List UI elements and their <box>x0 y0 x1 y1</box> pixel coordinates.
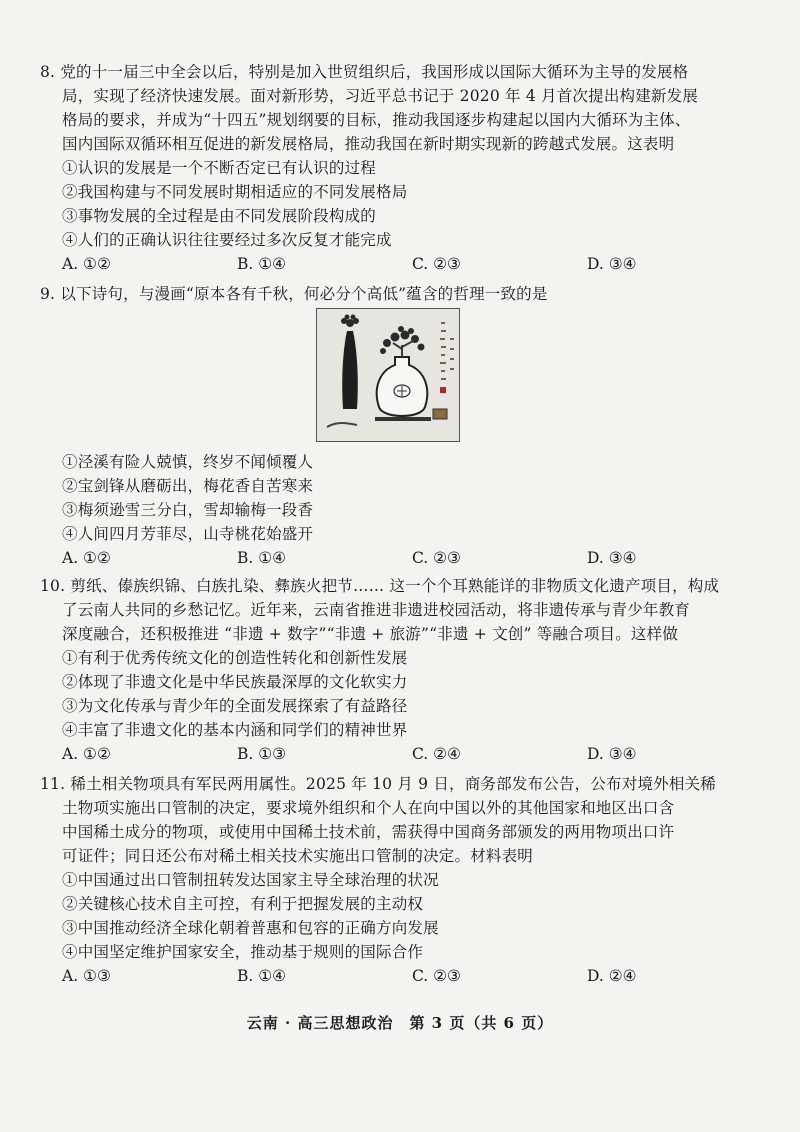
choice-c: C. ②④ <box>412 745 461 763</box>
option-3: ③事物发展的全过程是由不同发展阶段构成的 <box>62 207 377 225</box>
choice-d: D. ③④ <box>587 549 637 567</box>
stem-line: 土物项实施出口管制的决定，要求境外组织和个人在向中国以外的其他国家和地区出口含 <box>62 799 675 817</box>
stem-line: 中国稀土成分的物项，或使用中国稀土技术前，需获得中国商务部颁发的两用物项出口许 <box>62 823 675 841</box>
choice-c: C. ②③ <box>412 967 461 985</box>
cartoon-figure <box>316 308 460 442</box>
stem-line: 国内国际双循环相互促进的新发展格局，推动我国在新时期实现新的跨越式发展。这表明 <box>62 135 675 153</box>
stem-line: 可证件；同日还公布对稀土相关技术实施出口管制的决定。材料表明 <box>62 847 534 865</box>
answer-choices <box>40 252 762 276</box>
option-3: ③梅须逊雪三分白，雪却输梅一段香 <box>62 501 314 519</box>
option-2: ②体现了非遗文化是中华民族最深厚的文化软实力 <box>62 673 408 691</box>
option-1: ①认识的发展是一个不断否定已有认识的过程 <box>62 159 377 177</box>
choice-c: C. ②③ <box>412 549 461 567</box>
answer-choices <box>40 546 762 570</box>
stem-line: 了云南人共同的乡愁记忆。近年来，云南省推进非遗进校园活动，将非遗传承与青少年教育 <box>62 601 691 619</box>
option-3: ③为文化传承与青少年的全面发展探索了有益路径 <box>62 697 408 715</box>
choice-b: B. ①④ <box>237 255 287 273</box>
choice-b: B. ①③ <box>237 745 287 763</box>
question-9-options <box>40 450 770 570</box>
question-8-stem <box>40 60 770 156</box>
choice-d: D. ③④ <box>587 255 637 273</box>
option-1: ①中国通过出口管制扭转发达国家主导全球治理的状况 <box>62 871 439 889</box>
choice-a: A. ①② <box>62 549 111 567</box>
stem-line: 局，实现了经济快速发展。面对新形势，习近平总书记于 2020 年 4 月首次提出构建新发展 <box>62 87 699 105</box>
question-11 <box>40 772 770 988</box>
option-3: ③中国推动经济全球化朝着普惠和包容的正确方向发展 <box>62 919 439 937</box>
option-1: ①泾溪有险人兢慎，终岁不闻倾覆人 <box>62 453 314 471</box>
option-2: ②关键核心技术自主可控，有利于把握发展的主动权 <box>62 895 424 913</box>
choice-d: D. ②④ <box>587 967 637 985</box>
choice-a: A. ①② <box>62 745 111 763</box>
stem-line: 11. 稀土相关物项具有军民两用属性。2025 年 10 月 9 日，商务部发布公告，公布对境外相关稀 <box>40 775 716 793</box>
option-4: ④丰富了非遗文化的基本内涵和同学们的精神世界 <box>62 721 408 739</box>
question-9-stem: 9. 以下诗句，与漫画“原本各有千秋，何必分个高低”蕴含的哲理一致的是 <box>40 285 548 303</box>
choice-b: B. ①④ <box>237 549 287 567</box>
option-4: ④人们的正确认识往往要经过多次反复才能完成 <box>62 231 392 249</box>
stem-line: 深度融合，还积极推进 “非遗 + 数字”“非遗 + 旅游”“非遗 + 文创” 等融合项目。这样做 <box>62 625 679 643</box>
choice-b: B. ①④ <box>237 967 287 985</box>
stem-line: 10. 剪纸、傣族织锦、白族扎染、彝族火把节…… 这一个个耳熟能详的非物质文化遗产项目，构成 <box>40 577 720 595</box>
choice-a: A. ①③ <box>62 967 111 985</box>
option-1: ①有利于优秀传统文化的创造性转化和创新性发展 <box>62 649 408 667</box>
page-footer: 云南 · 高三思想政治 第 3 页（共 6 页） <box>246 1014 554 1032</box>
option-4: ④中国坚定维护国家安全，推动基于规则的国际合作 <box>62 943 424 961</box>
choice-d: D. ③④ <box>587 745 637 763</box>
choice-c: C. ②③ <box>412 255 461 273</box>
option-2: ②宝剑锋从磨砺出，梅花香自苦寒来 <box>62 477 314 495</box>
stem-line: 格局的要求，并成为“十四五”规划纲要的目标，推动我国逐步构建起以国内大循环为主体、 <box>62 111 691 129</box>
stem-line: 8. 党的十一届三中全会以后，特别是加入世贸组织后，我国形成以国际大循环为主导的发展格 <box>40 63 689 81</box>
answer-choices <box>40 964 762 988</box>
question-9 <box>40 282 770 306</box>
choice-a: A. ①② <box>62 255 111 273</box>
option-2: ②我国构建与不同发展时期相适应的不同发展格局 <box>62 183 408 201</box>
question-10 <box>40 574 770 766</box>
answer-choices <box>40 742 762 766</box>
question-8 <box>40 60 770 276</box>
option-4: ④人间四月芳菲尽，山寺桃花始盛开 <box>62 525 314 543</box>
